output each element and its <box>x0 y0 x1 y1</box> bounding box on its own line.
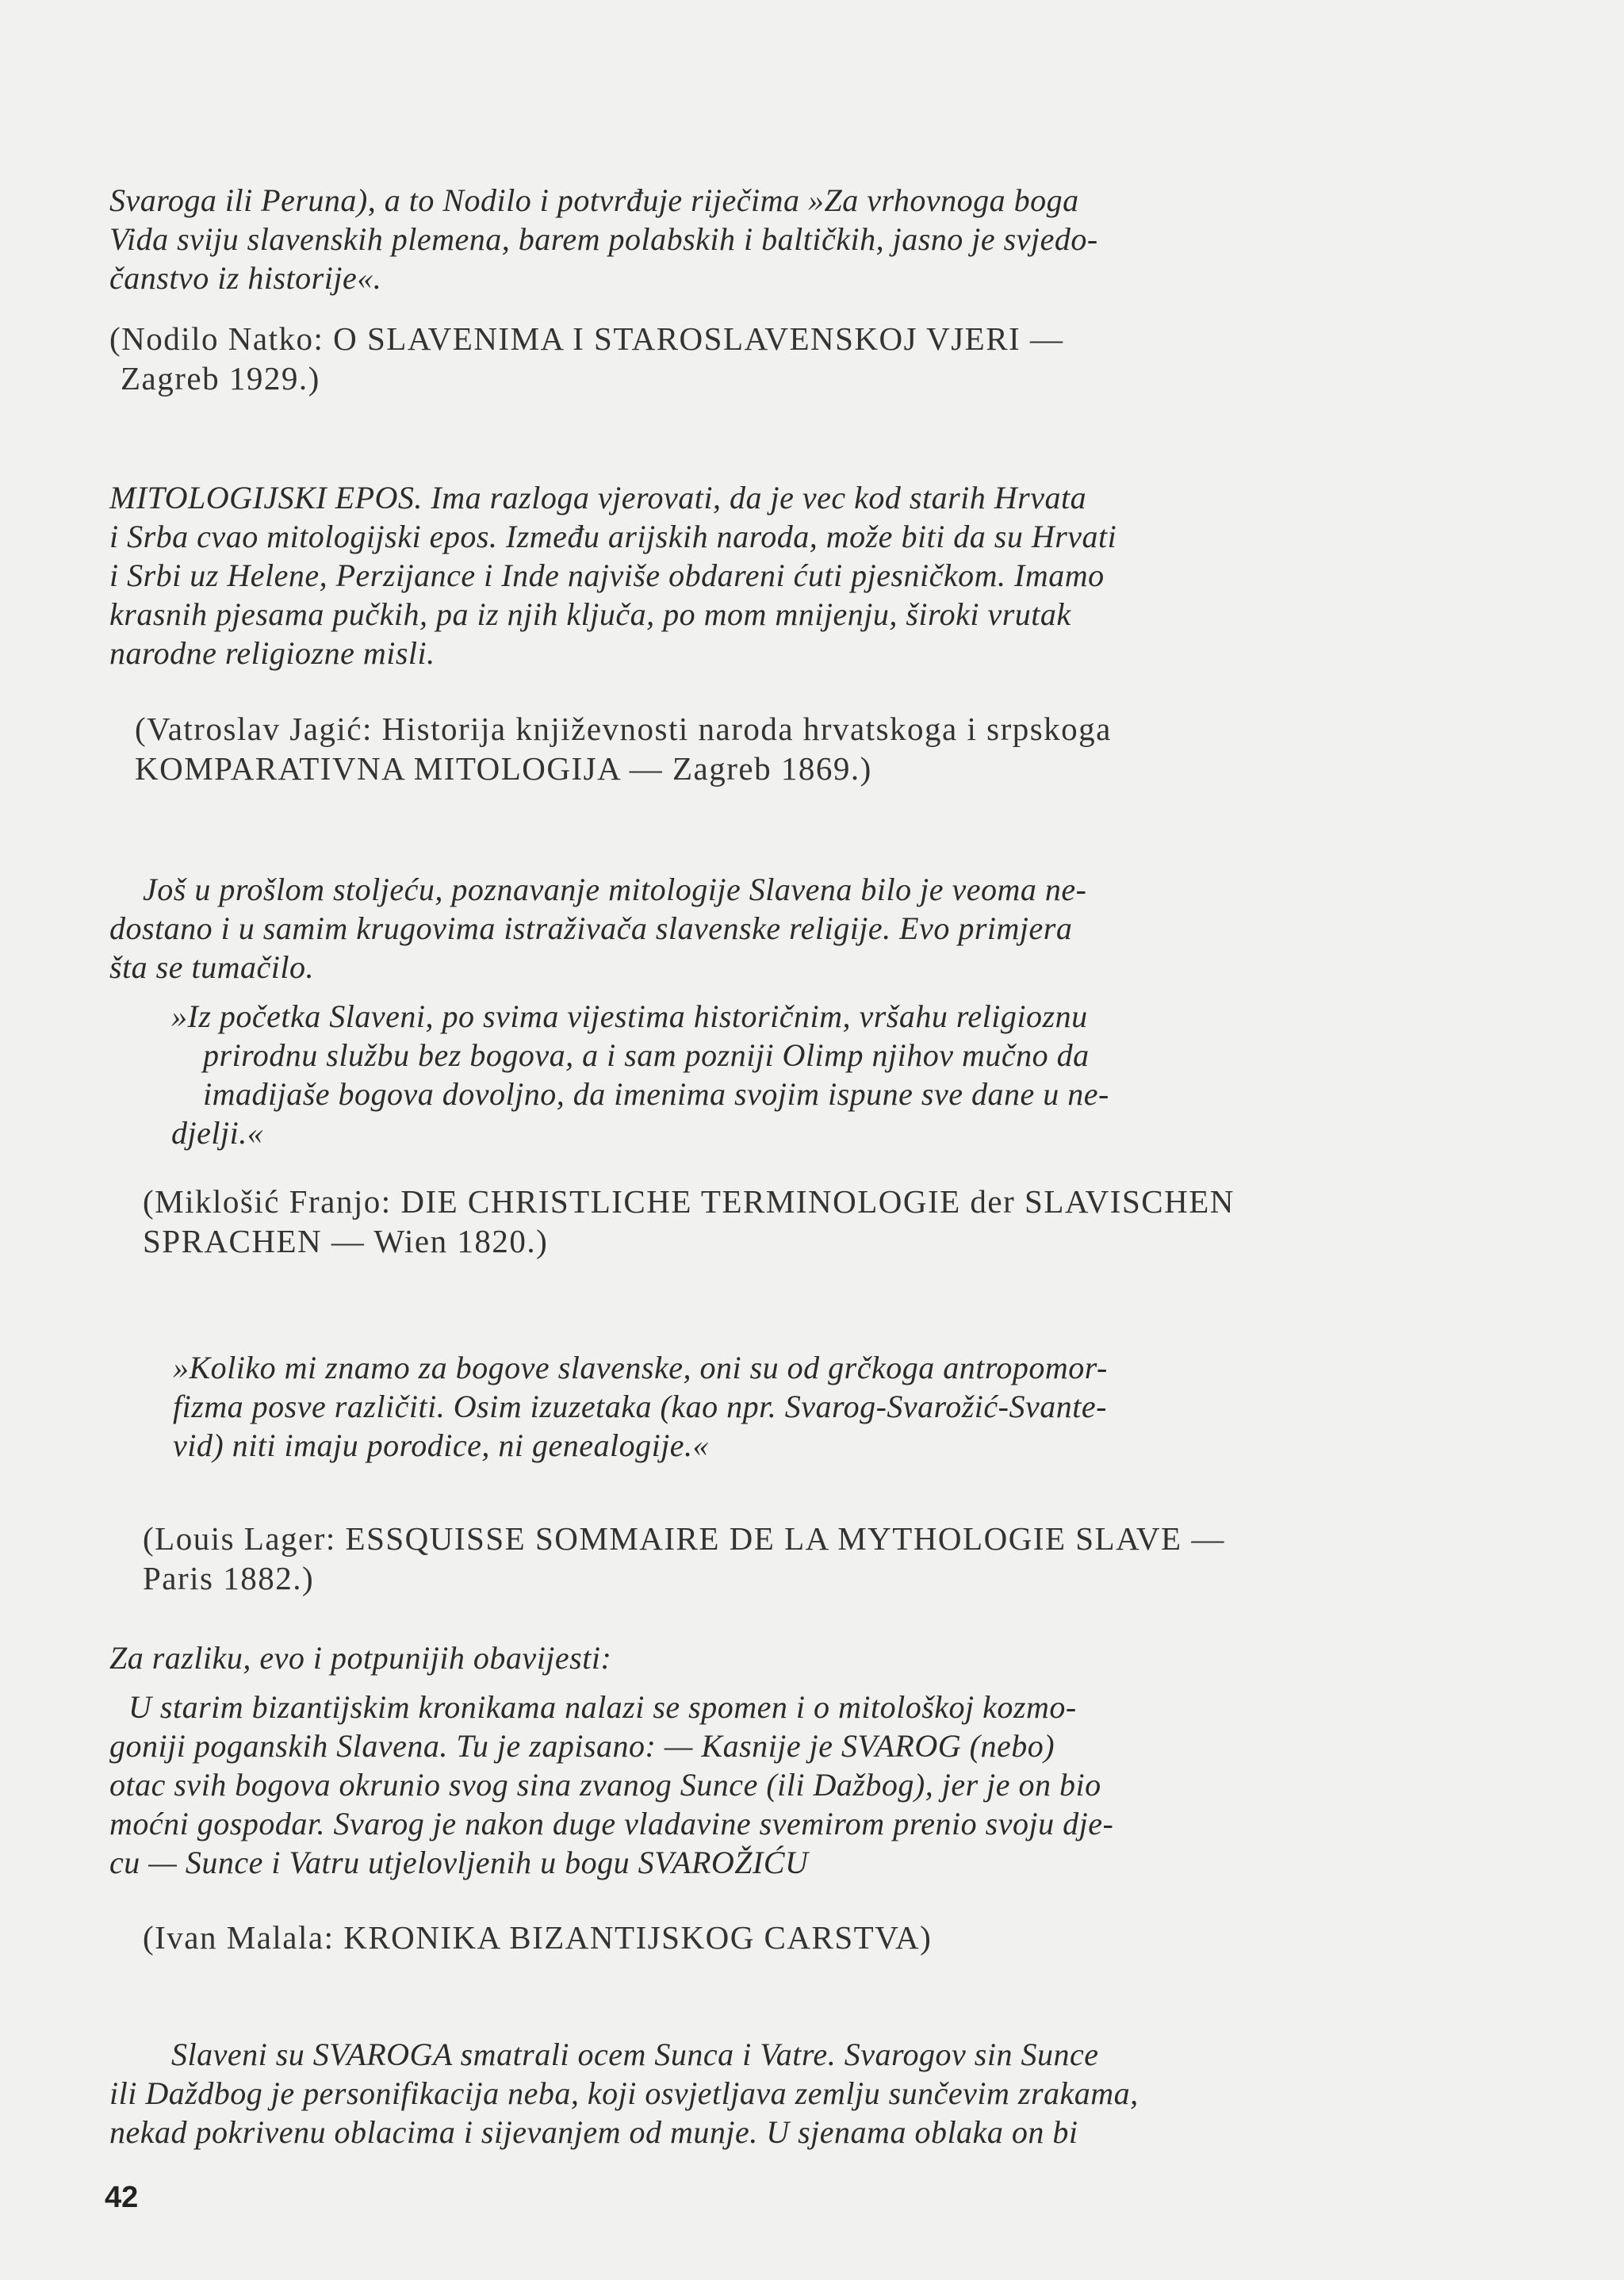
paragraph-mitologijski-epos <box>109 478 1378 673</box>
text-line: nekad pokrivenu oblacima i sijevanjem od munje. U sjenama oblaka on bi <box>109 2114 1078 2150</box>
quote-line: djelji.« <box>171 1115 264 1151</box>
citation-line: Paris 1882.) <box>143 1560 315 1596</box>
text-line: krasnih pjesama pučkih, pa iz njih ključa, po mom mnijenju, široki vrutak <box>109 596 1071 632</box>
text-line: čanstvo iz historije«. <box>109 260 382 296</box>
quote-line: »Koliko mi znamo za bogove slavenske, oni su od grčkoga antropomor- <box>173 1350 1108 1385</box>
text-line: U starim bizantijskim kronikama nalazi se spomen i o mitološkoj kozmo- <box>128 1689 1077 1725</box>
page-number: 42 <box>105 2181 139 2214</box>
quote-line: imadijaše bogova dovoljno, da imenima svojim ispune sve dane u ne- <box>203 1076 1109 1112</box>
paragraph-nodilo <box>109 181 1378 297</box>
citation-line: KOMPARATIVNA MITOLOGIJA — Zagreb 1869.) <box>135 750 872 787</box>
text-line: i Srba cvao mitologijski epos. Između arijskih naroda, može biti da su Hrvati <box>109 519 1117 554</box>
paragraph-svarog <box>109 2035 1378 2152</box>
text-line: otac svih bogova okrunio svog sina zvanog Sunce (ili Dažbog), jer je on bio <box>109 1767 1101 1803</box>
citation-line: (Nodilo Natko: O SLAVENIMA I STAROSLAVENSKOJ VJERI — <box>109 320 1064 357</box>
citation-lager <box>143 1519 1411 1598</box>
quote-line: fizma posve različiti. Osim izuzetaka (kao npr. Svarog-Svarožić-Svante- <box>173 1389 1107 1424</box>
text-line: cu — Sunce i Vatru utjelovljenih u bogu SVAROŽIĆU <box>109 1845 809 1880</box>
quote-lager <box>173 1348 1434 1465</box>
text-line: šta se tumačilo. <box>109 949 314 985</box>
citation-line: SPRACHEN — Wien 1820.) <box>143 1223 549 1259</box>
quote-line: vid) niti imaju porodice, ni genealogije.« <box>173 1427 710 1463</box>
citation-nodilo <box>109 319 1378 398</box>
citation-line: (Miklošić Franjo: DIE CHRISTLICHE TERMINOLOGIE der SLAVISCHEN <box>143 1183 1235 1220</box>
citation-line: Zagreb 1929.) <box>121 360 320 397</box>
citation-line: (Ivan Malala: KRONIKA BIZANTIJSKOG CARSTVA) <box>143 1919 933 1956</box>
text-line: goniji poganskih Slavena. Tu je zapisano: — Kasnije je SVAROG (nebo) <box>109 1728 1055 1764</box>
text-line: dostano i u samim krugovima istraživača slavenske religije. Evo primjera <box>109 910 1073 946</box>
citation-miklosic <box>143 1182 1411 1261</box>
intro-potpunije-obavijesti <box>109 1638 1378 1677</box>
text-line: narodne religiozne misli. <box>109 635 435 671</box>
quote-line: »Iz početka Slaveni, po svima vijestima historičnim, vršahu religioznu <box>171 998 1088 1034</box>
text-line: Svaroga ili Peruna), a to Nodilo i potvrđuje riječima »Za vrhovnoga boga <box>109 182 1079 218</box>
quote-miklosic <box>171 997 1432 1152</box>
text-line: ili Daždbog je personifikacija neba, koji osvjetljava zemlju sunčevim zrakama, <box>109 2075 1139 2111</box>
text-line: Za razliku, evo i potpunijih obavijesti: <box>109 1640 612 1676</box>
citation-malala <box>143 1918 1411 1957</box>
text-line: Još u prošlom stoljeću, poznavanje mitologije Slavena bilo je veoma ne- <box>143 872 1087 907</box>
quote-line: prirodnu službu bez bogova, a i sam pozniji Olimp njihov mučno da <box>203 1037 1090 1073</box>
paragraph-proslo-stoljece <box>109 870 1411 987</box>
text-line: MITOLOGIJSKI EPOS. Ima razloga vjerovati, da je vec kod starih Hrvata <box>109 480 1087 515</box>
citation-line: (Louis Lager: ESSQUISSE SOMMAIRE DE LA MYTHOLOGIE SLAVE — <box>143 1520 1225 1557</box>
text-line: moćni gospodar. Svarog je nakon duge vladavine svemirom prenio svoju dje- <box>109 1806 1114 1841</box>
paragraph-bizantijske-kronike <box>109 1688 1378 1882</box>
citation-jagic <box>135 709 1404 788</box>
text-line: i Srbi uz Helene, Perzijance i Inde najviše obdareni ćuti pjesničkom. Imamo <box>109 558 1105 593</box>
citation-line: (Vatroslav Jagić: Historija književnosti naroda hrvatskoga i srpskoga <box>135 711 1112 747</box>
text-line: Vida sviju slavenskih plemena, barem polabskih i baltičkih, jasno je svjedo- <box>109 221 1098 257</box>
text-line: Slaveni su SVAROGA smatrali ocem Sunca i Vatre. Svarogov sin Sunce <box>171 2037 1099 2072</box>
